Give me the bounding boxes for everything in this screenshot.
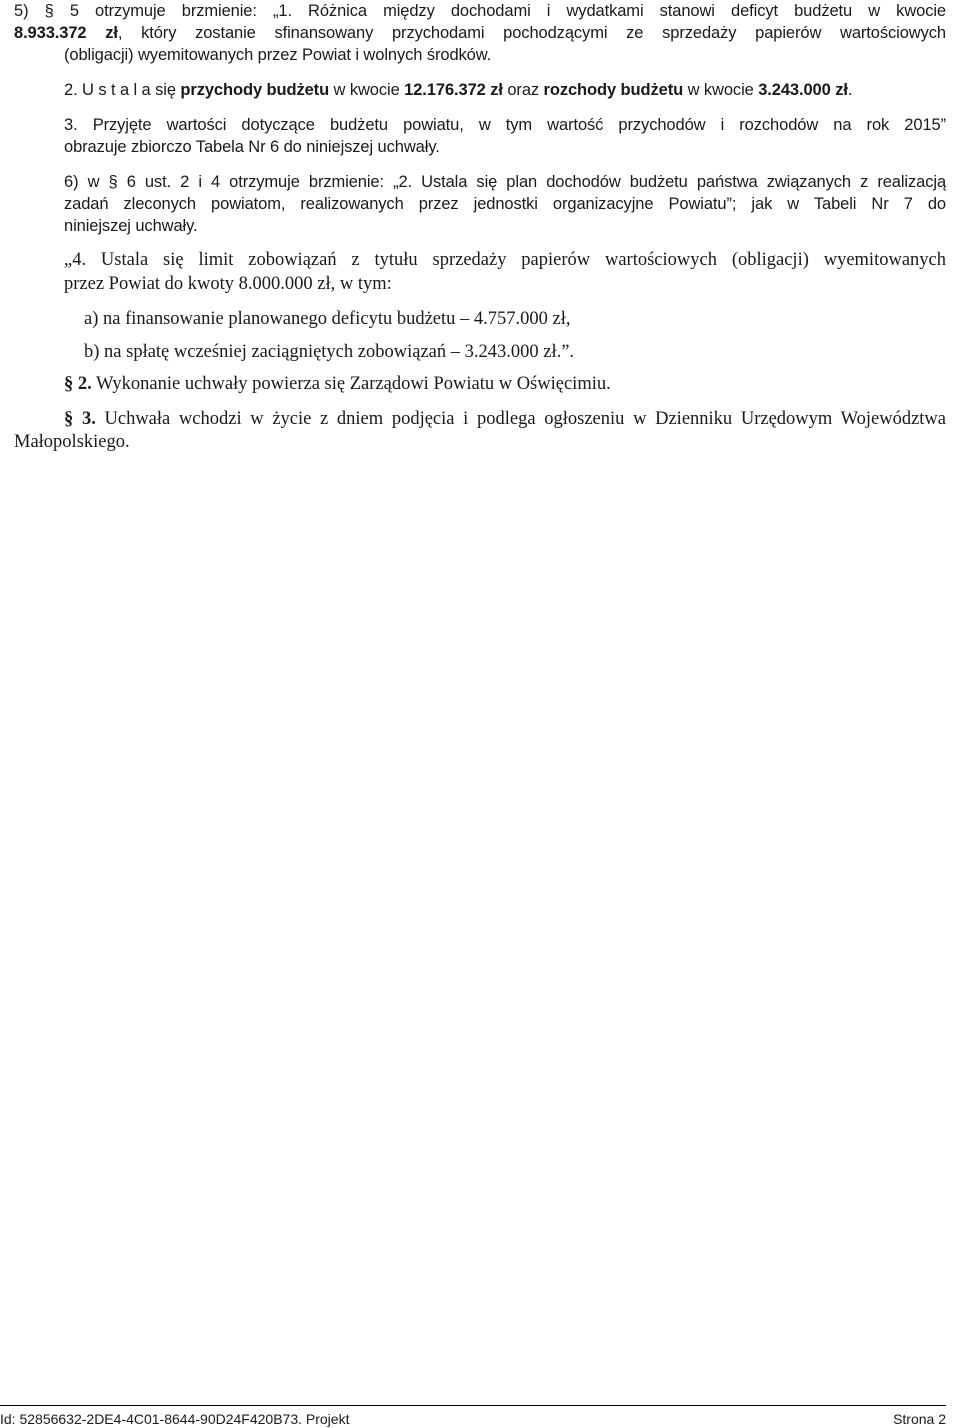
paragraph-6-line-1: 6) w § 6 ust. 2 i 4 otrzymuje brzmienie: „2. Ustala się plan dochodów budżetu państwa związanych z realizacją: [64, 173, 947, 191]
paragraph-3-line-2: obrazuje zbiorczo Tabela Nr 6 do niniejszej uchwały.: [64, 138, 440, 156]
paragraph-5-line-2: [14, 25, 946, 42]
revenue-amount: 12.176.372 zł: [404, 81, 503, 99]
paragraph-text: 5 otrzymuje brzmienie: „1. Różnica między dochodami i wydatkami stanowi deficyt budżetu w kwocie: [69, 2, 947, 20]
document-id: Id: 52856632-2DE4-4C01-8644-90D24F420B73. Projekt: [0, 1411, 350, 1427]
item-a: a) na finansowanie planowanego deficytu budżetu – 4.757.000 zł,: [84, 309, 571, 329]
paragraph-4-line-2: przez Powiat do kwoty 8.000.000 zł, w tym:: [64, 274, 392, 294]
paragraph-2: 2. U s t a l a się przychody budżetu w kwocie 12.176.372 zł oraz rozchody budżetu w kwocie 3.243.000 zł.: [64, 81, 853, 99]
paragraph-5-line-3: (obligacji) wyemitowanych przez Powiat i wolnych środków.: [64, 46, 492, 64]
section-3-line-2: Małopolskiego.: [14, 432, 130, 452]
expense-label: rozchody budżetu: [543, 81, 684, 99]
item-number: 5): [14, 2, 29, 20]
paragraph-3-line-1: 3. Przyjęte wartości dotyczące budżetu powiatu, w tym wartość przychodów i rozchodów na rok 2015”: [64, 116, 946, 134]
section-sign: §: [108, 173, 118, 191]
paragraph-6-line-3: niniejszej uchwały.: [64, 217, 198, 235]
paragraph-4-line-1: „4. Ustala się limit zobowiązań z tytułu sprzedaży papierów wartościowych (obligacji) wyemitowanych: [64, 250, 946, 270]
section-sign: §: [64, 374, 74, 394]
paragraph-6-line-2: zadań zleconych powiatom, realizowanych przez jednostki organizacyjne Powiatu”; jak w Tabeli Nr 7 do: [64, 195, 946, 213]
section-sign: §: [44, 2, 54, 20]
section-sign: §: [64, 409, 74, 429]
expense-amount: 3.243.000 zł: [758, 81, 848, 99]
section-2: § 2. Wykonanie uchwały powierza się Zarządowi Powiatu w Oświęcimiu.: [64, 374, 611, 394]
deficit-amount: 8.933.372 zł: [14, 24, 118, 42]
revenue-label: przychody budżetu: [180, 81, 330, 99]
paragraph-text: , który zostanie sfinansowany przychodami pochodzącymi ze sprzedaży papierów wartościowych: [117, 24, 947, 42]
page-number: Strona 2: [893, 1411, 946, 1427]
section-3-line-1: § 3. Uchwała wchodzi w życie z dniem podjęcia i podlega ogłoszeniu w Dzienniku Urzędowym Województwa: [64, 409, 947, 429]
footer-divider: [0, 1405, 946, 1406]
paragraph-5-line-1: [14, 3, 946, 20]
item-b: b) na spłatę wcześniej zaciągniętych zobowiązań – 3.243.000 zł.”.: [84, 342, 575, 362]
